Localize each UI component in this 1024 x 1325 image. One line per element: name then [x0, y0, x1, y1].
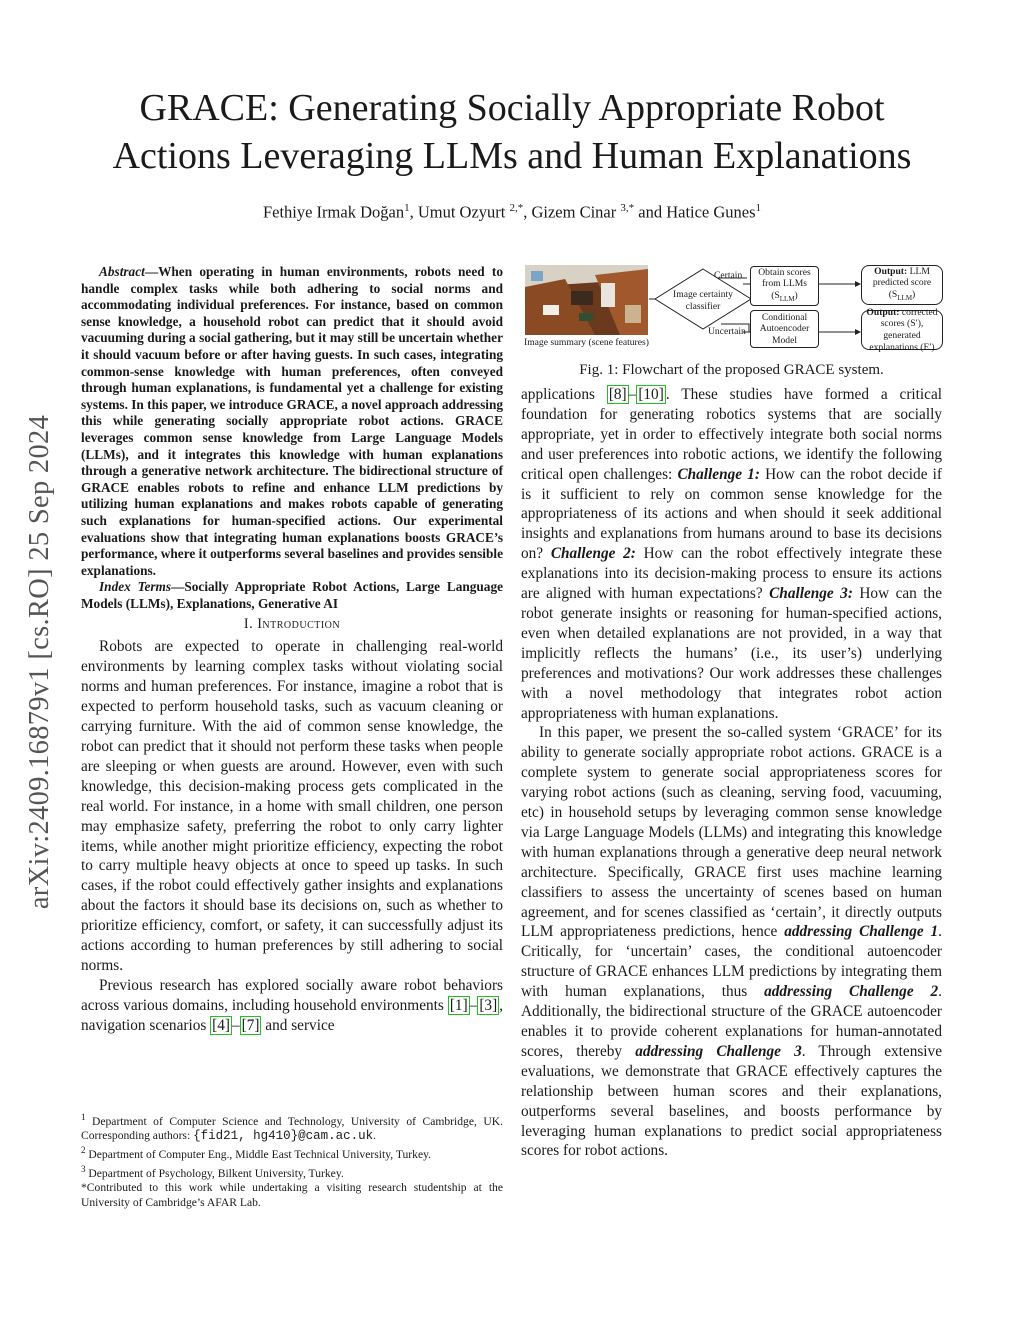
out2-line-2: scores (S′), generated [880, 318, 924, 341]
author-3: , Gizem Cinar [523, 202, 621, 222]
box-output-corrected [861, 306, 943, 353]
intro-paragraph-2 [81, 976, 503, 1036]
right-column [521, 262, 942, 1161]
footnotes [81, 1110, 503, 1210]
citation-link[interactable]: [8] [608, 386, 627, 403]
box-cae-line-2: Autoencoder [759, 323, 810, 335]
footnote-1-mark: 1 [81, 1112, 86, 1122]
citation-dash: – [469, 996, 478, 1014]
footnote-3 [81, 1162, 503, 1181]
citation-link[interactable]: [10] [638, 386, 664, 403]
left-column [81, 264, 503, 1036]
rp2-text-1: In this paper, we present the so-called system ‘GRACE’ for its ability to generate socially appropriate robot actions. GRACE is a complete system to generate social appropriateness scores for varying robot actions (such as cleaning, serving food, vacuuming, etc) in household setups by leveraging common sense knowledge via Large Language Models (LLMs) and integrating this knowledge with human explanations through a generative deep neural network architecture. Specifically, GRACE first uses machine learning classifiers to assess the uncertainty of scenes based on human agreement, and for scenes classified as ‘certain’, it directly outputs LLM appropriateness predictions, hence [521, 724, 942, 941]
citation-link[interactable]: [4] [212, 1016, 230, 1034]
box-llm-line-1: Obtain scores [758, 266, 811, 278]
rp1-text-2: . These studies have formed a critical foundation for generating robotics systems that are socially appropriate, yet in order to effectively integrate both social norms and user preferences into robotic actions, we identify the following critical open challenges: [521, 386, 942, 483]
box-llm-close: ) [794, 289, 798, 301]
title-line-1: GRACE: Generating Socially Appropriate Robot [139, 87, 885, 129]
footnote-2 [81, 1143, 503, 1162]
out2-bold: Output: [866, 306, 900, 318]
right-paragraph-2 [521, 723, 942, 1161]
rp1-text-4: How can the robot effectively integrate these explanations into its decision-making process to ensure its actions are aligned with human expectations? [521, 545, 942, 603]
challenge-2-label: Challenge 2: [550, 545, 636, 563]
image-label: Image summary (scene features) [524, 337, 649, 348]
out1-line-3 [889, 289, 916, 305]
author-1-affil: 1 [404, 202, 410, 214]
out1-bold: Output: [874, 265, 908, 277]
box-llm-scores [750, 266, 819, 306]
footnote-2-mark: 2 [81, 1145, 86, 1156]
footnote-3-mark: 3 [81, 1164, 86, 1175]
out2-line-1 [866, 307, 937, 319]
footnote-2-text: Department of Computer Eng., Middle East Technical University, Turkey. [85, 1148, 432, 1162]
index-terms [81, 579, 503, 612]
intro-p2-text-2: , navigation scenarios [81, 996, 503, 1034]
rp1-text-3: How can the robot decide if is it sufficient to rely on common sense knowledge for the appropriateness of its actions and when should it seek additional insights and explanations from humans around to base its decisions on? [521, 465, 942, 563]
citation-link[interactable]: [1] [449, 996, 468, 1014]
addressing-challenge-3: addressing Challenge 3 [635, 1042, 802, 1060]
author-1: Fethiye Irmak Doğan [262, 202, 405, 222]
abstract-label: Abstract [99, 264, 145, 279]
out1-line-2: predicted score [872, 277, 932, 289]
addressing-challenge-2: addressing Challenge 2 [764, 983, 939, 1001]
box-cae-line-3: Model [771, 334, 798, 346]
box-llm-line-3 [771, 290, 798, 306]
right-paragraph-1 [521, 385, 942, 723]
intro-p2-text-3: and service [261, 1016, 335, 1034]
box-cae-line-1: Conditional [761, 311, 808, 323]
rp1-text-5: How can the robot generate insights or reasoning for human-specified actions, even when detailed explanations are not provided, in a way that implicitly reflects the humans’ (i.e., its user’s) underlying preferences and motivations? Our work addresses these challenges with a novel methodology that integrates robot action appropriateness with human explanations. [521, 585, 942, 722]
out2-a: corrected [899, 306, 938, 318]
footnote-3-text: Department of Psychology, Bilkent University, Turkey. [85, 1167, 344, 1181]
title-line-2: Actions Leveraging LLMs and Human Explanations [112, 135, 912, 177]
rp1-text-1: applications [521, 386, 607, 403]
diamond-label: Image certainty classifier [673, 289, 733, 312]
certain-label: Certain [714, 270, 743, 281]
out1-subscript: LLM [897, 293, 913, 302]
figure-1-flowchart [521, 262, 942, 354]
footnote-1-end: . [373, 1129, 376, 1143]
citation-link[interactable]: [7] [241, 1016, 260, 1034]
citation-link[interactable]: [3] [479, 996, 498, 1014]
author-2-affil: 2,* [509, 202, 524, 214]
abstract [81, 264, 503, 579]
section-title: Introduction [257, 616, 341, 633]
abstract-text: —When operating in human environments, robots need to handle complex tasks while both adhering to social norms and accommodating individual preferences. For instance, based on common sense knowledge, a household robot can predict that it should avoid vacuuming during a social gathering, but it may still be uncertain whether it should vacuum before or after having guests. In such cases, integrating common-sense knowledge with human preferences, often conveyed through human explanations, is fundamental yet a challenge for existing systems. In this paper, we introduce GRACE, a novel approach addressing this while generating socially appropriate robot actions. GRACE leverages common sense knowledge from Large Language Models (LLMs), and it integrates this knowledge with human explanations through a generative network architecture. The bidirectional structure of GRACE enables robots to refine and enhance LLM predictions by utilizing human explanations and makes robots capable of generating such explanations for human-specified actions. Our experimental evaluations show that integrating human explanations boosts GRACE’s performance, where it outperforms several baselines and provides sensible explanations. [81, 264, 503, 578]
author-list [60, 202, 964, 223]
rp2-text-3: . Additionally, the bidirectional structure of the GRACE autoencoder enables it to provide coherent explanations for human-annotated scores, thereby [521, 983, 942, 1060]
box-autoencoder [750, 310, 819, 348]
rp2-text-2: . Critically, for ‘uncertain’ cases, the conditional autoencoder structure of GRACE enhances LLM predictions by integrating them with human explanations, thus [521, 923, 942, 1001]
author-4: and Hatice Gunes [634, 202, 756, 222]
index-terms-label: Index Terms [99, 579, 172, 595]
out1-close: ) [912, 288, 916, 300]
section-heading-introduction [81, 616, 503, 633]
corresponding-emails: {fid21, hg410}@cam.ac.uk [193, 1129, 374, 1144]
citation-dash: – [231, 1016, 240, 1034]
addressing-challenge-1: addressing Challenge 1 [784, 923, 939, 941]
index-terms-text: —Socially Appropriate Robot Actions, Large Language Models (LLMs), Explanations, Generative AI [81, 579, 503, 611]
out1-symbol: (S [888, 288, 898, 300]
author-3-affil: 3,* [620, 202, 635, 214]
footnote-1 [81, 1110, 503, 1143]
out2-line-3: explanations (E′) [869, 341, 935, 353]
section-numeral: I. [243, 616, 258, 633]
out1-line-1 [874, 266, 930, 278]
author-4-affil: 1 [755, 202, 762, 214]
uncertain-label: Uncertain [708, 326, 746, 337]
box-llm-symbol: (S [771, 289, 780, 301]
box-llm-subscript: LLM [779, 294, 795, 303]
arxiv-identifier-text: arXiv:2409.16879v1 [cs.RO] 25 Sep 2024 [24, 414, 55, 910]
intro-p2-text-1: Previous research has explored socially aware robot behaviors across various domains, including household environments [81, 976, 503, 1014]
footnote-1-text: Department of Computer Science and Technology, University of Cambridge, UK. Corresponding authors: [81, 1114, 503, 1143]
box-output-llm [861, 265, 943, 305]
challenge-1-label: Challenge 1: [677, 465, 760, 483]
paper-title [60, 84, 964, 180]
challenge-3-label: Challenge 3: [769, 585, 853, 603]
intro-paragraph-1: Robots are expected to operate in challenging real-world environments by learning complex tasks without violating social norms and human preferences. For instance, imagine a robot that is expected to perform household tasks, such as vacuum cleaning or carrying furniture. With the aid of common sense knowledge, the robot can predict that it should not perform these tasks when people are sleeping or when guests are around. However, even with such knowledge, this decision-making process gets complicated in the real world. For instance, in a home with small children, one person may emphasize safety, preferring the robot to only carry lighter items, while another might prioritize efficiency, expecting the robot to carry multiple heavy objects at once to speed up tasks. In such cases, if the robot could effectively gather insights and explanations about the factors it should base its decisions on, such as whether to prioritize efficiency, comfort, or safety, it can successfully adjust its actions according to human preferences by still adhering to social norms. [81, 638, 503, 974]
figure-caption: Fig. 1: Flowchart of the proposed GRACE system. [579, 362, 884, 378]
box-llm-line-2: from LLMs [761, 278, 808, 290]
author-2: , Umut Ozyurt [409, 202, 510, 222]
footnote-4: *Contributed to this work while undertaking a visiting research studentship at the University of Cambridge’s AFAR Lab. [81, 1181, 503, 1209]
citation-dash: – [628, 386, 637, 403]
arxiv-identifier [26, 347, 54, 977]
rp2-text-4: . Through extensive evaluations, we demonstrate that GRACE effectively captures the relationship between human scores and their explanations, outperforms several baselines, and boosts performance by leveraging human explanations to predict social appropriateness scores for robot actions. [521, 1042, 942, 1160]
out1-a: LLM [907, 265, 930, 277]
